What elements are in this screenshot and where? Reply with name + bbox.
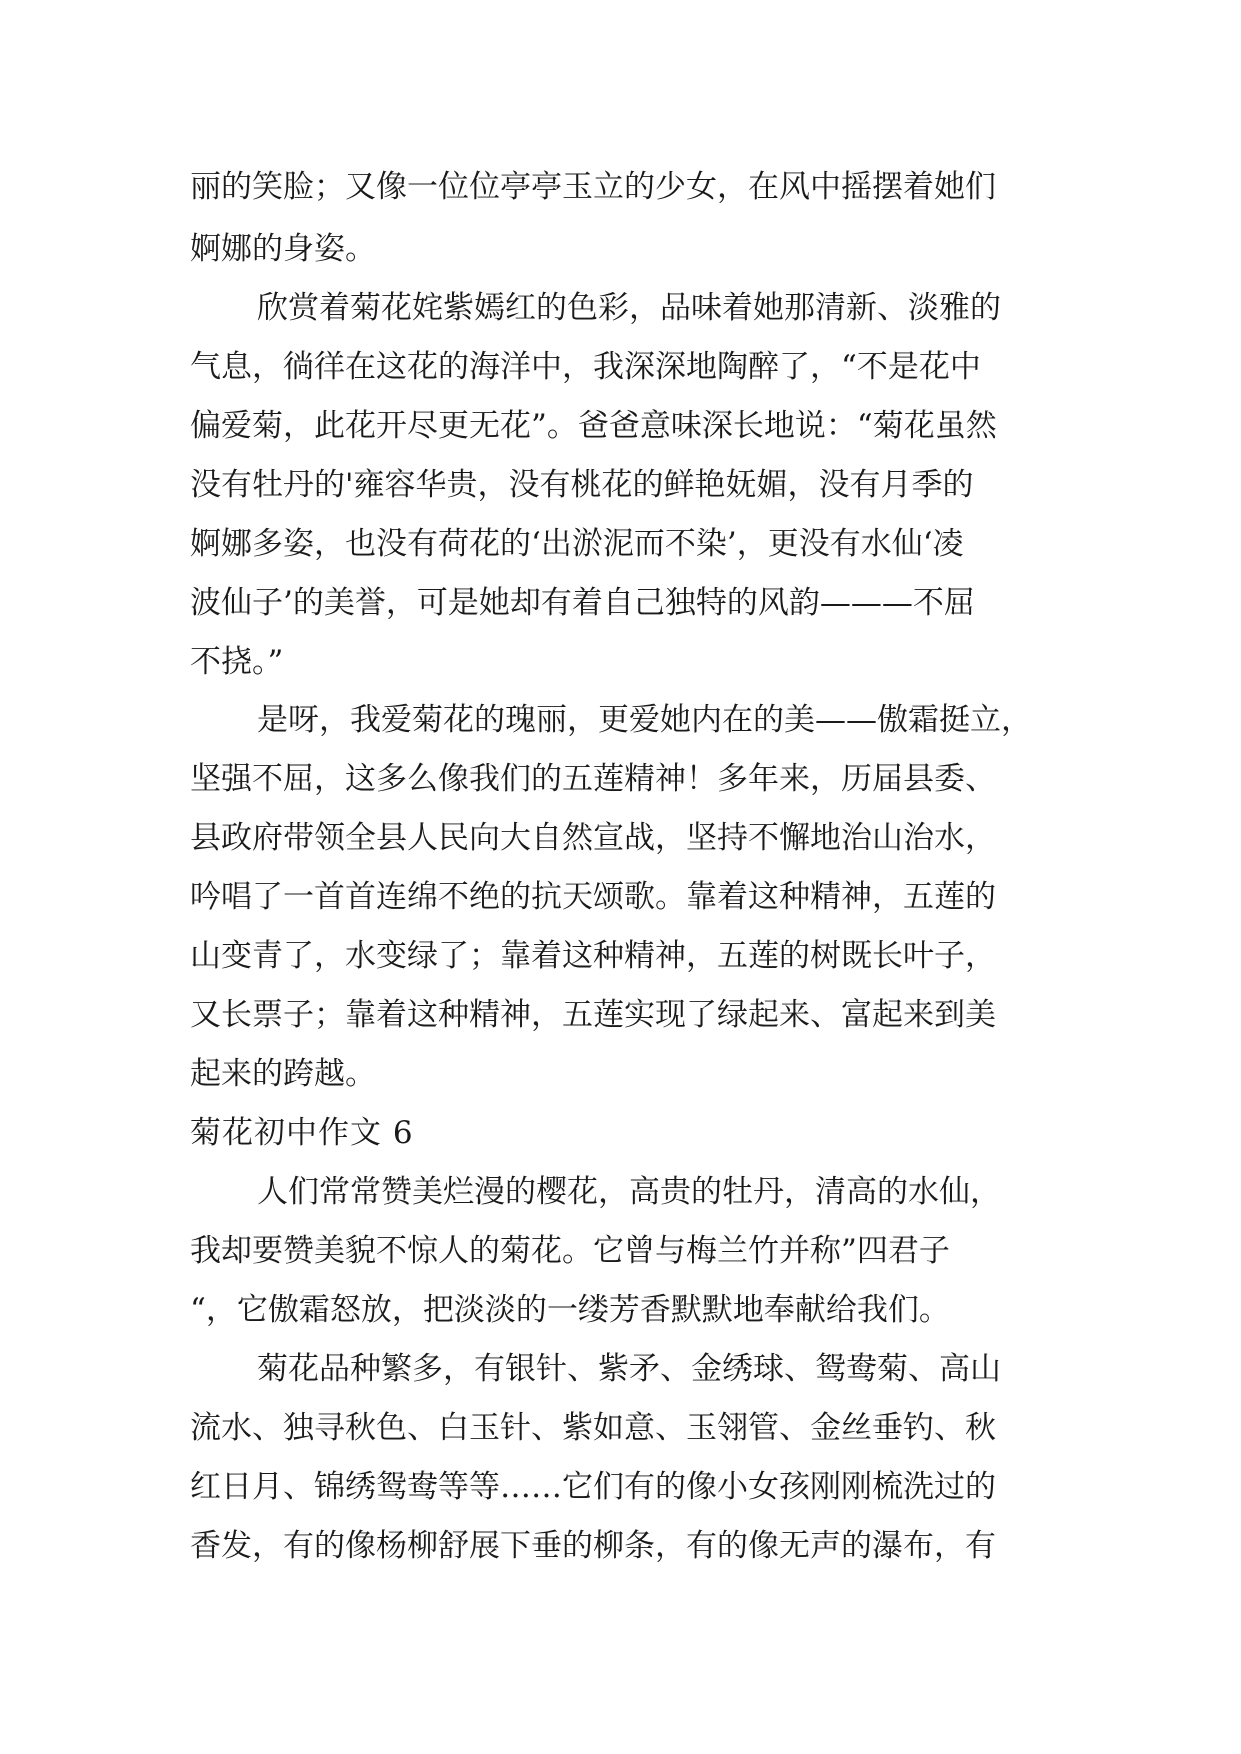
- text-line: 没有牡丹的'雍容华贵，没有桃花的鲜艳妩媚，没有月季的: [190, 467, 974, 503]
- text-line: 又长票子；靠着这种精神，五莲实现了绿起来、富起来到美: [190, 997, 996, 1033]
- text-line: 山变青了，水变绿了；靠着这种精神，五莲的树既长叶子，: [190, 938, 996, 974]
- text-line: 不挠。”: [190, 644, 284, 680]
- text-line: 香发，有的像杨柳舒展下垂的柳条，有的像无声的瀑布，有: [190, 1528, 996, 1564]
- text-line: 丽的笑脸；又像一位位亭亭玉立的少女，在风中摇摆着她们: [190, 169, 996, 205]
- text-line: 吟唱了一首首连绵不绝的抗天颂歌。靠着这种精神，五莲的: [190, 879, 996, 915]
- text-line: “，它傲霜怒放，把淡淡的一缕芳香默默地奉献给我们。: [190, 1292, 950, 1328]
- paragraph-start: 菊花品种繁多，有银针、紫矛、金绣球、鸳鸯菊、高山: [257, 1351, 1001, 1387]
- text-line: 偏爱菊，此花开尽更无花”。爸爸意味深长地说：“菊花虽然: [190, 408, 997, 444]
- text-line: 婀娜多姿，也没有荷花的‘出淤泥而不染’，更没有水仙‘凌: [190, 526, 964, 562]
- paragraph-start: 欣赏着菊花姹紫嫣红的色彩，品味着她那清新、淡雅的: [257, 290, 1001, 326]
- text-line: 我却要赞美貌不惊人的菊花。它曾与梅兰竹并称”四君子: [190, 1233, 950, 1269]
- text-line: 婀娜的身姿。: [190, 231, 376, 267]
- text-line: 坚强不屈，这多么像我们的五莲精神！多年来，历届县委、: [190, 761, 996, 797]
- text-line: 波仙子’的美誉，可是她却有着自己独特的风韵———不屈: [190, 585, 975, 621]
- paragraph-start: 人们常常赞美烂漫的樱花，高贵的牡丹，清高的水仙，: [257, 1174, 1001, 1210]
- text-line: 县政府带领全县人民向大自然宣战，坚持不懈地治山治水，: [190, 820, 996, 856]
- text-line: 起来的跨越。: [190, 1056, 376, 1092]
- section-heading: 菊花初中作文 6: [190, 1115, 414, 1151]
- text-line: 流水、独寻秋色、白玉针、紫如意、玉翎管、金丝垂钓、秋: [190, 1410, 996, 1446]
- paragraph-start: 是呀，我爱菊花的瑰丽，更爱她内在的美——傲霜挺立，: [257, 702, 1032, 738]
- text-line: 气息，徜徉在这花的海洋中，我深深地陶醉了，“不是花中: [190, 349, 981, 385]
- text-line: 红日月、锦绣鸳鸯等等……它们有的像小女孩刚刚梳洗过的: [190, 1469, 996, 1505]
